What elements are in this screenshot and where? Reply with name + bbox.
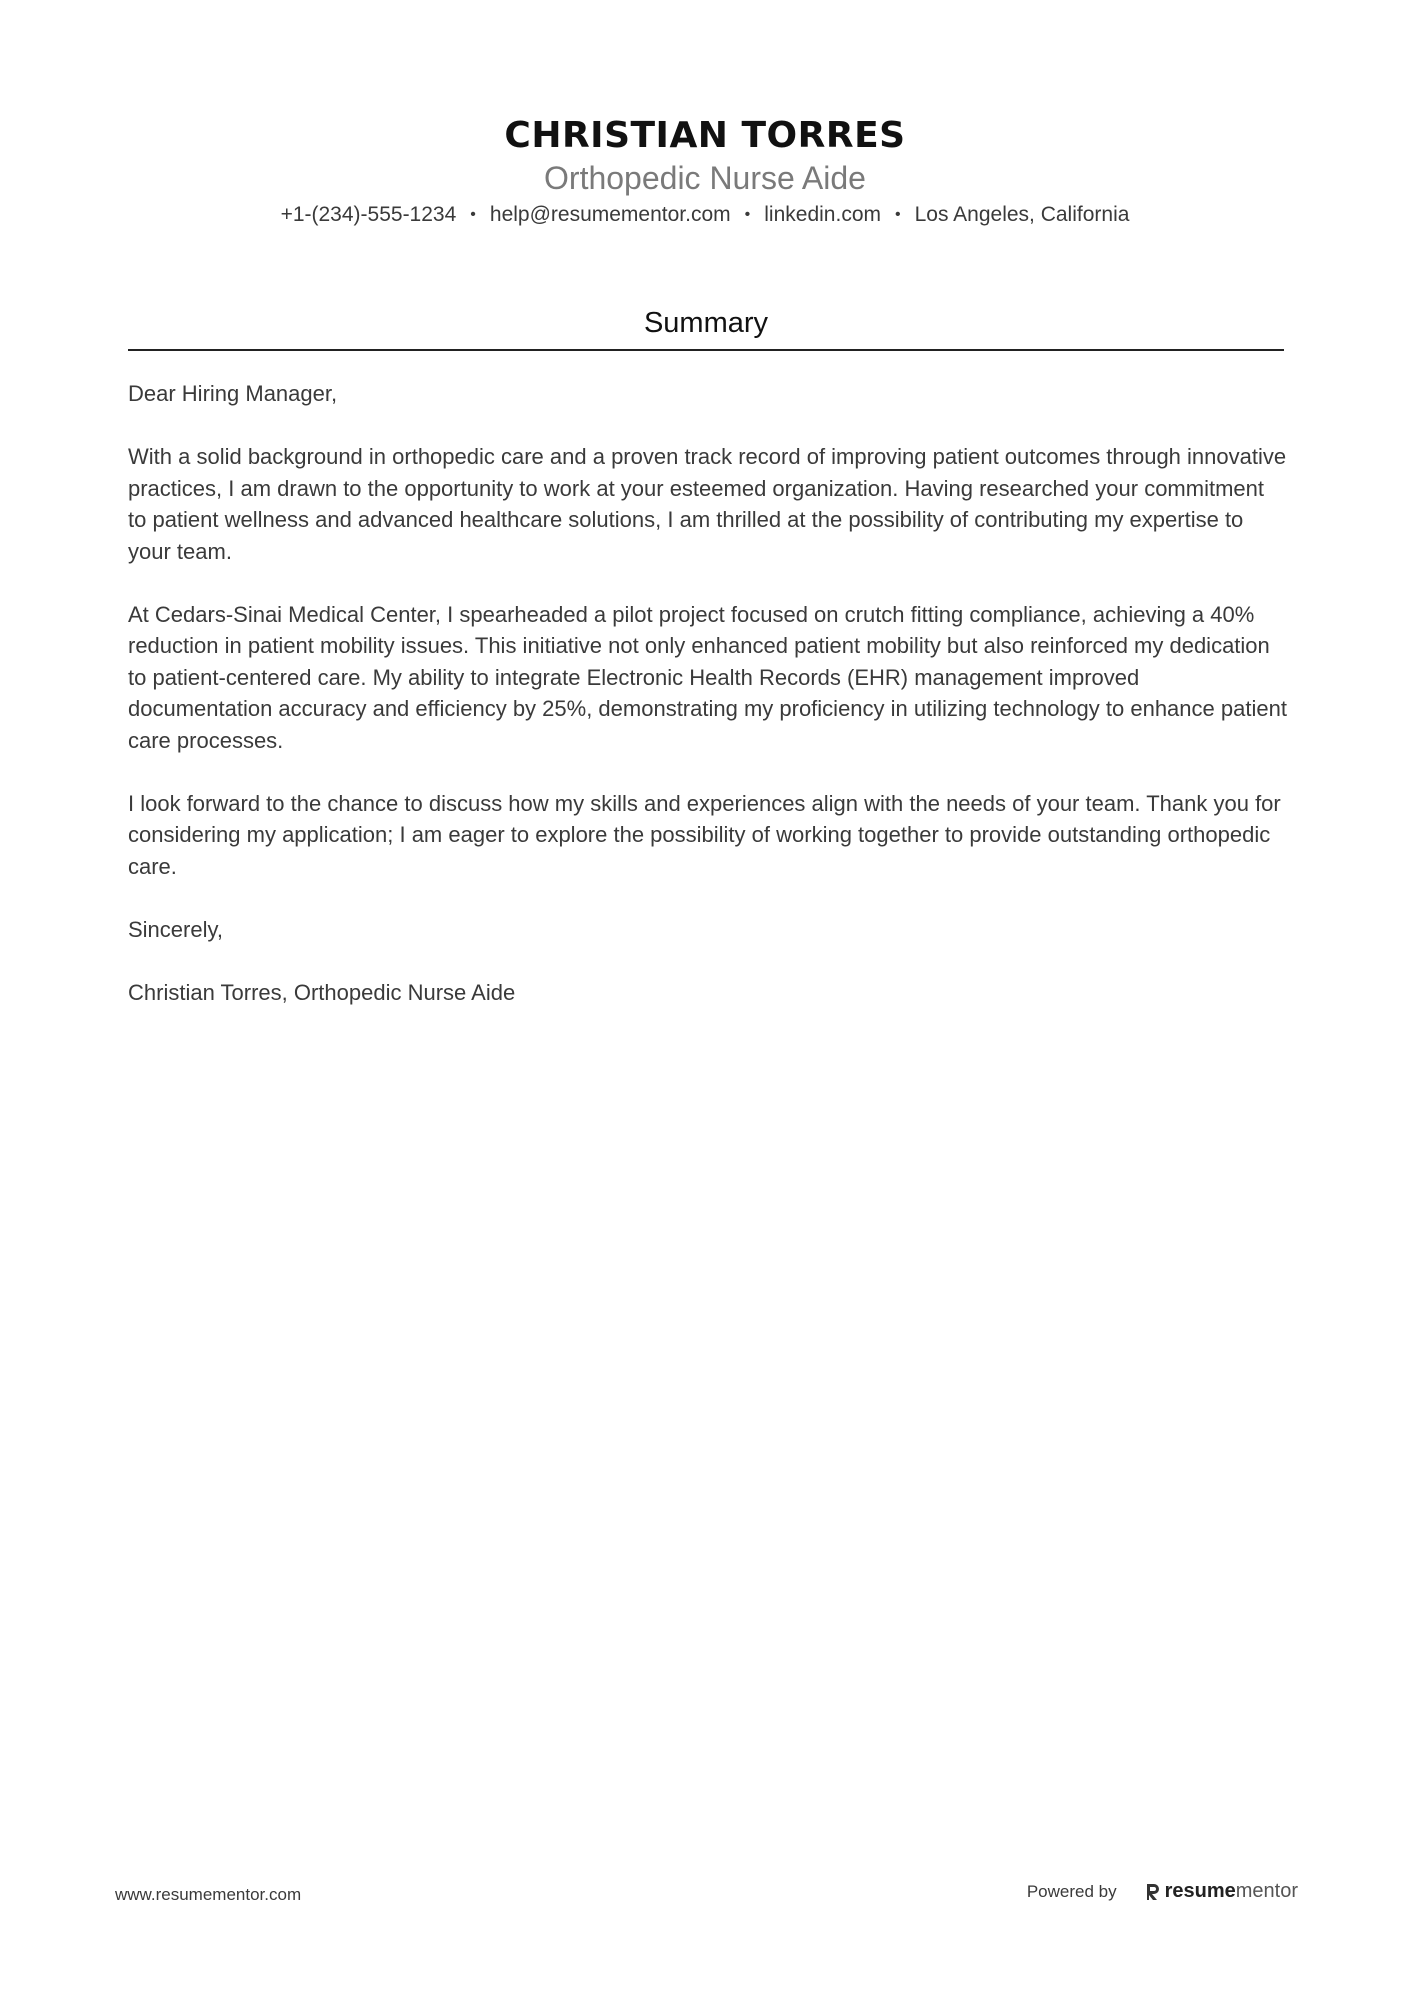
section-divider xyxy=(128,349,1284,351)
contact-location: Los Angeles, California xyxy=(914,203,1130,226)
bullet-separator: • xyxy=(744,206,751,223)
contact-linkedin[interactable]: linkedin.com xyxy=(764,203,881,226)
paragraph-intro: With a solid background in orthopedic care and a proven track record of improving patient outcomes through innovative practices, I am drawn to the opportunity to work at your esteemed organization. Having researched your commitment to patient wellness and advanced healthcare solutions, I am thrilled at the possibility of contributing my expertise to your team. xyxy=(128,444,1287,564)
signature: Christian Torres, Orthopedic Nurse Aide xyxy=(128,979,516,1005)
footer-website-link[interactable]: www.resumementor.com xyxy=(115,1885,302,1904)
closing: Sincerely, xyxy=(128,916,223,942)
resumementor-logo-icon xyxy=(1145,1882,1161,1902)
paragraph-closing: I look forward to the chance to discuss how my skills and experiences align with the needs of your team. Thank you for considering my application; I am eager to explore the possibility of working together to provide outstanding orthopedic care. xyxy=(128,790,1281,879)
section-heading-summary: Summary xyxy=(643,307,769,339)
contact-line xyxy=(0,200,1410,230)
bullet-separator: • xyxy=(895,206,901,223)
bullet-separator: • xyxy=(470,206,476,223)
brand-logo[interactable] xyxy=(1145,1880,1298,1903)
powered-by-label: Powered by xyxy=(1026,1881,1117,1901)
salutation: Dear Hiring Manager, xyxy=(128,381,338,406)
header xyxy=(0,114,1410,230)
brand-text-mentor: mentor xyxy=(1235,1880,1298,1902)
job-title: Orthopedic Nurse Aide xyxy=(544,160,866,196)
footer-branding xyxy=(1027,1880,1298,1903)
candidate-name: CHRISTIAN TORRES xyxy=(504,115,906,156)
contact-email[interactable]: help@resumementor.com xyxy=(489,203,731,226)
brand-text-resume: resume xyxy=(1164,1880,1236,1902)
contact-phone: +1-(234)-555-1234 xyxy=(280,203,457,226)
paragraph-experience: At Cedars-Sinai Medical Center, I spearheaded a pilot project focused on crutch fitting compliance, achieving a 40% reduction in patient mobility issues. This initiative not only enhanced patient mobility but also reinforced my dedication to patient-centered care. My ability to integrate Electronic Health Records (EHR) management improved documentation accuracy and efficiency by 25%, demonstrating my proficiency in utilizing technology to enhance patient care processes. xyxy=(128,601,1287,753)
cover-letter-body xyxy=(128,378,1288,1040)
